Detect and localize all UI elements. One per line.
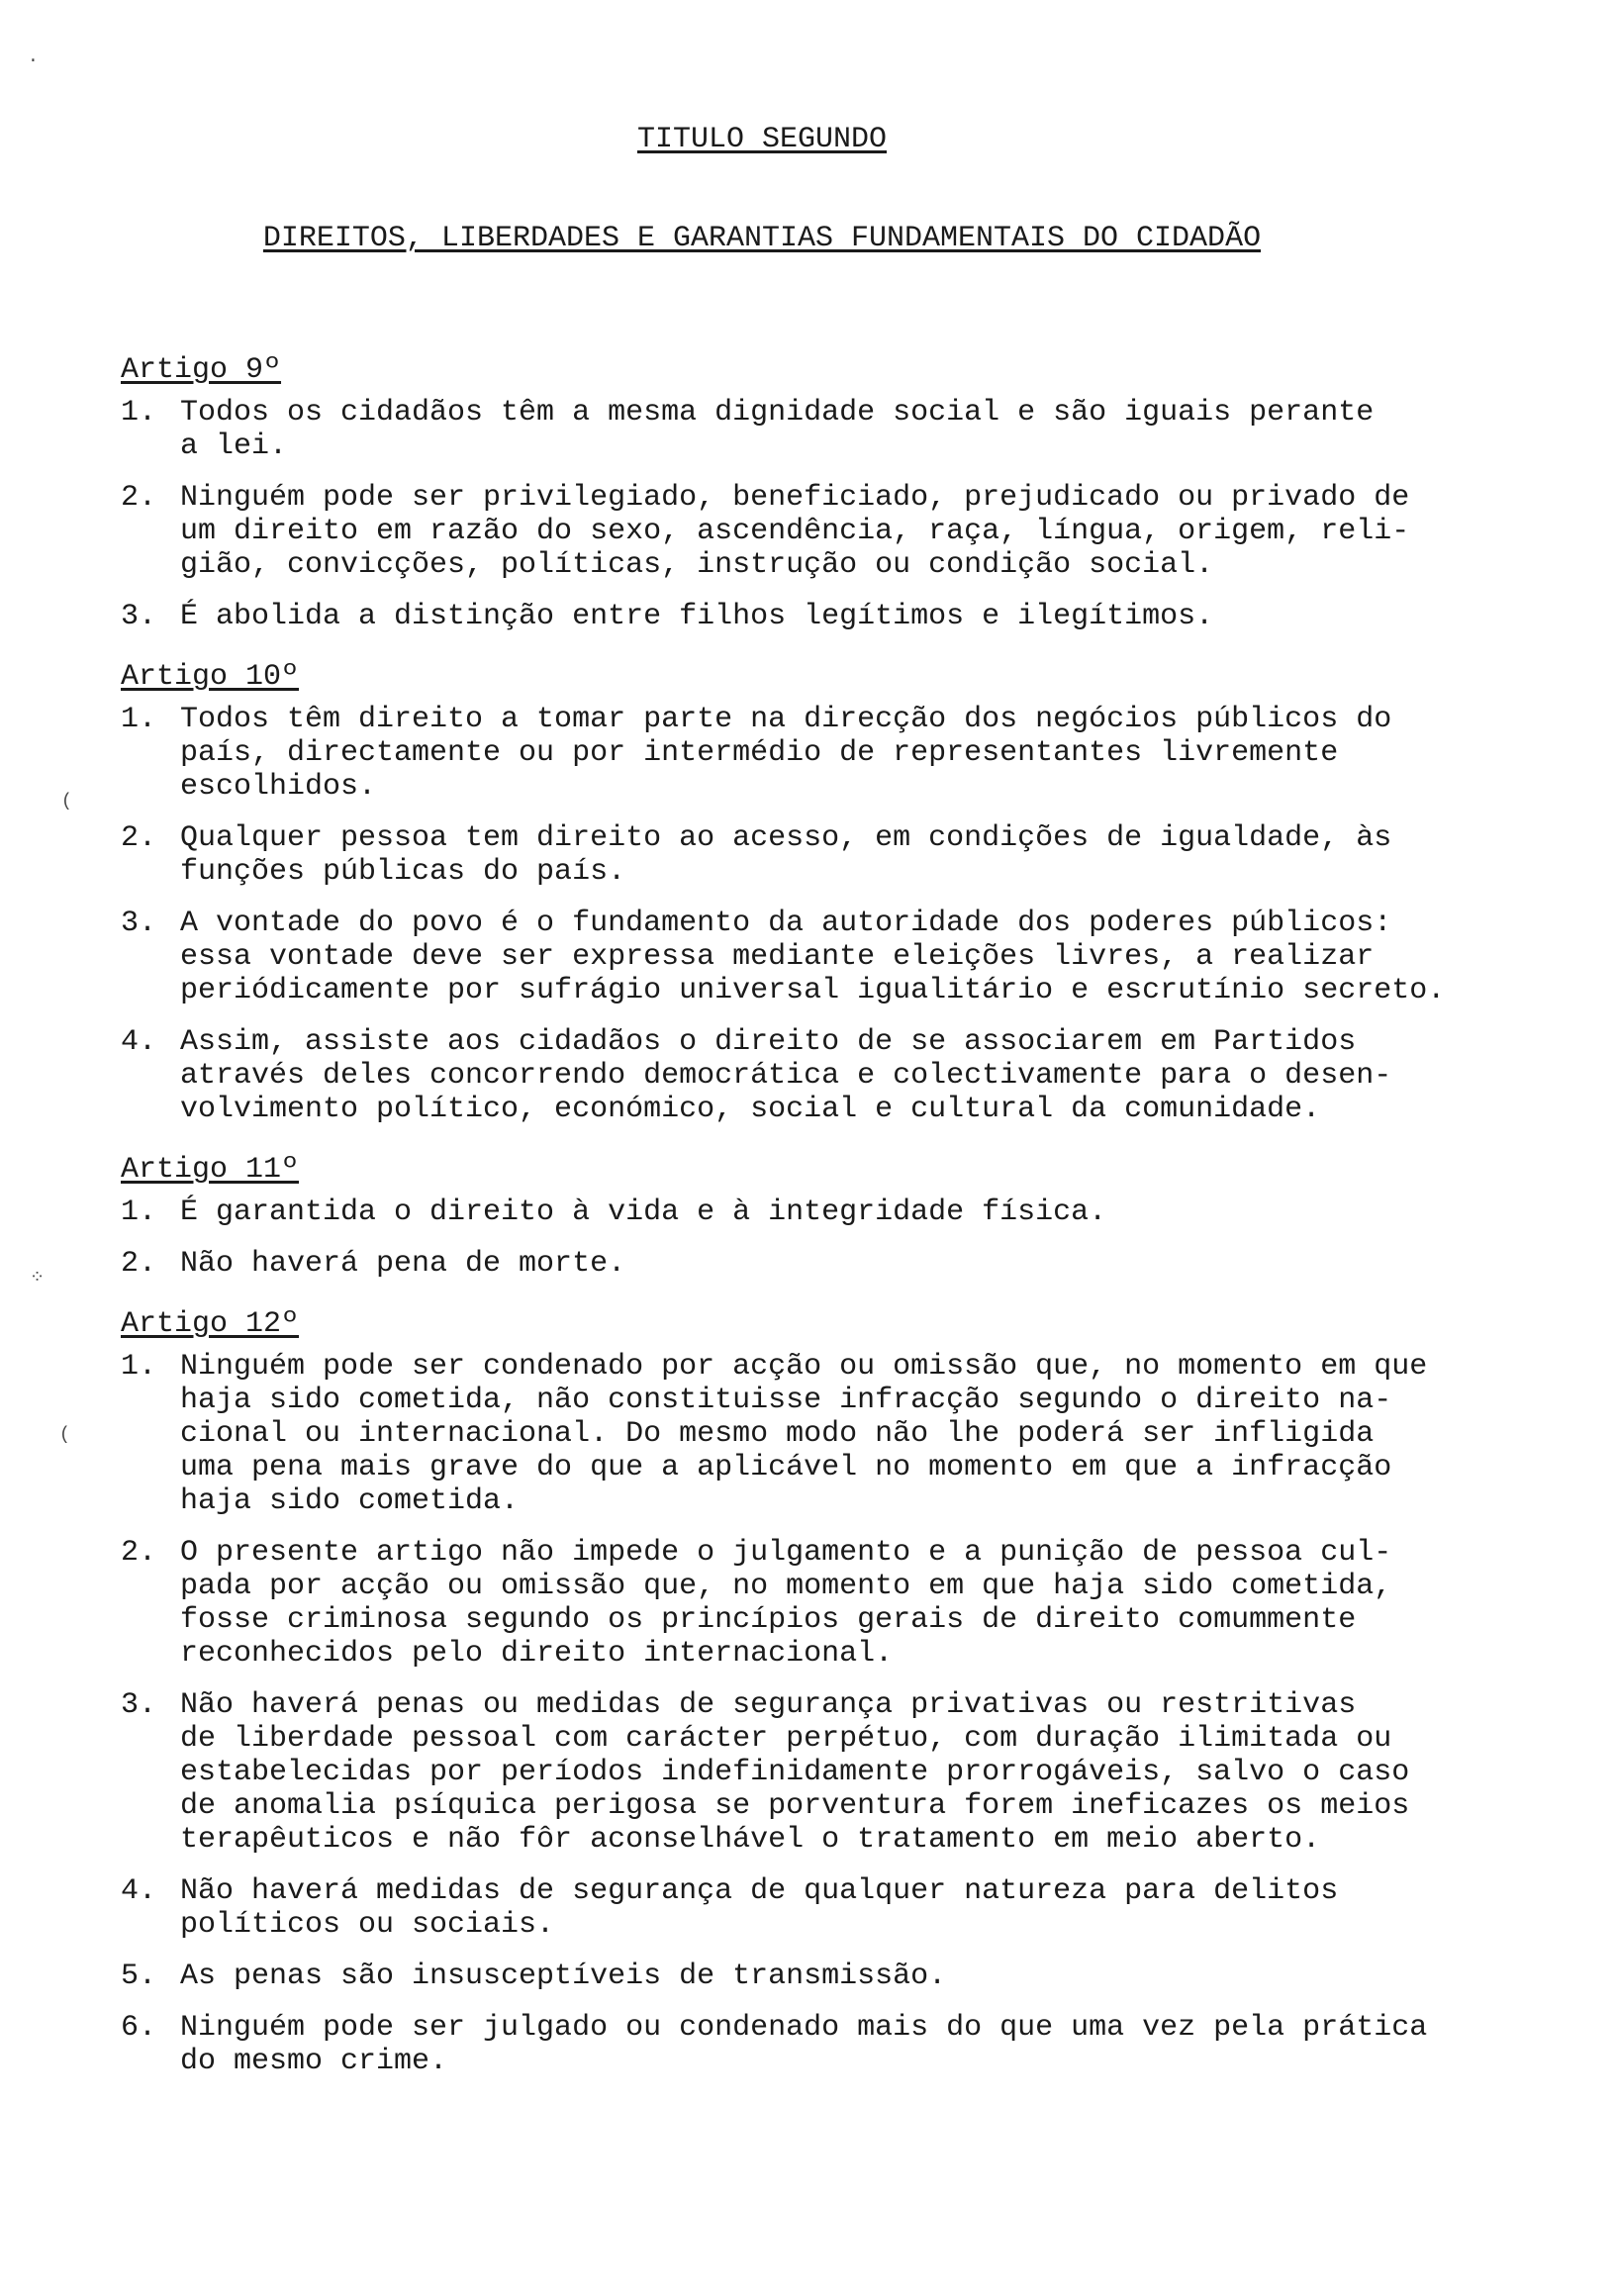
clause: [121, 821, 1605, 889]
clause: [121, 1874, 1605, 1942]
page-subtitle: DIREITOS, LIBERDADES E GARANTIAS FUNDAMENTAIS DO CIDADÃO: [262, 222, 1262, 255]
clause-text: Qualquer pessoa tem direito ao acesso, em condições de igualdade, às funções públicas do país.: [180, 821, 1392, 889]
clause: [121, 1196, 1605, 1229]
clause-text: Todos os cidadãos têm a mesma dignidade social e são iguais perante a lei.: [180, 396, 1375, 463]
clause-number: 1.: [121, 1196, 157, 1229]
clause-text: Não haverá penas ou medidas de segurança privativas ou restritivas de liberdade pessoal com carácter perpétuo, com duração ilimitada ou estabelecidas por períodos indefinidamente prorrogáveis, salvo o caso de anomalia psíquica perigosa se porventura forem ineficazes os meios terapêuticos e não fôr aconselhável o tratamento em meio aberto.: [180, 1688, 1410, 1857]
scan-speck: (: [61, 792, 72, 812]
clause: [121, 1247, 1605, 1281]
clause-text: Não haverá pena de morte.: [180, 1247, 626, 1281]
clause-number: 4.: [121, 1874, 157, 1908]
clause: [121, 1536, 1605, 1671]
scan-speck: ·: [28, 51, 39, 71]
clause: [121, 703, 1605, 804]
article-heading: Artigo 10º: [121, 660, 300, 694]
clause-text: Ninguém pode ser privilegiado, beneficiado, prejudicado ou privado de um direito em razão do sexo, ascendência, raça, língua, origem, reli- gião, convicções, políticas, instrução ou condição social.: [180, 481, 1410, 582]
article-heading: Artigo 12º: [121, 1307, 300, 1341]
clause-text: Ninguém pode ser julgado ou condenado mais do que uma vez pela prática do mesmo crime.: [180, 2011, 1428, 2078]
clause-number: 1.: [121, 1350, 157, 1384]
scan-speck: (: [59, 1425, 70, 1445]
clause-text: Ninguém pode ser condenado por acção ou omissão que, no momento em que haja sido cometida, não constituisse infracção segundo o direito na- cional ou internacional. Do mesmo modo não lhe poderá ser infligida uma pena mais grave do que a aplicável no momento em que a infracção haja sido cometida.: [180, 1350, 1428, 1518]
clause-number: 1.: [121, 396, 157, 430]
article-heading: Artigo 9º: [121, 353, 282, 387]
clause: [121, 1960, 1605, 1993]
clause-text: Todos têm direito a tomar parte na direcção dos negócios públicos do país, directamente ou por intermédio de representantes livremente escolhidos.: [180, 703, 1392, 804]
clause-number: 2.: [121, 821, 157, 855]
clause: [121, 907, 1605, 1007]
article-10: [121, 659, 1605, 1126]
clause: [121, 1688, 1605, 1857]
clause-text: As penas são insusceptíveis de transmissão.: [180, 1960, 947, 1993]
clause-number: 4.: [121, 1025, 157, 1059]
page-title: TITULO SEGUNDO: [636, 123, 888, 156]
article-heading: Artigo 11º: [121, 1153, 300, 1187]
clause: [121, 396, 1605, 463]
clause-number: 3.: [121, 907, 157, 940]
clause: [121, 481, 1605, 582]
clause-number: 3.: [121, 1688, 157, 1722]
clause-number: 1.: [121, 703, 157, 736]
clause-text: É garantida o direito à vida e à integridade física.: [180, 1196, 1107, 1229]
article-9: [121, 352, 1605, 633]
article-12: [121, 1306, 1605, 2078]
clause-number: 2.: [121, 481, 157, 515]
clause-text: Não haverá medidas de segurança de qualquer natureza para delitos políticos ou sociais.: [180, 1874, 1339, 1942]
clause-text: É abolida a distinção entre filhos legítimos e ilegítimos.: [180, 600, 1214, 633]
clause: [121, 1025, 1605, 1126]
clause-number: 3.: [121, 600, 157, 633]
clause-text: A vontade do povo é o fundamento da autoridade dos poderes públicos: essa vontade deve ser expressa mediante eleições livres, a realizar periódicamente por sufrágio universal igualitário e escrutínio secreto.: [180, 907, 1446, 1007]
scan-speck: ⁘: [30, 1269, 46, 1289]
articles-container: [121, 352, 1605, 2104]
clause: [121, 600, 1605, 633]
clause-text: O presente artigo não impede o julgamento e a punição de pessoa cul- pada por acção ou omissão que, no momento em que haja sido cometida, fosse criminosa segundo os princípios gerais de direito comummente reconhecidos pelo direito internacional.: [180, 1536, 1392, 1671]
clause-number: 2.: [121, 1536, 157, 1570]
clause-number: 5.: [121, 1960, 157, 1993]
clause-number: 2.: [121, 1247, 157, 1281]
clause-text: Assim, assiste aos cidadãos o direito de se associarem em Partidos através deles concorrendo democrática e colectivamente para o desen- volvimento político, económico, social e cultural da comunidade.: [180, 1025, 1392, 1126]
article-11: [121, 1152, 1605, 1281]
clause: [121, 2011, 1605, 2078]
clause-number: 6.: [121, 2011, 157, 2045]
clause: [121, 1350, 1605, 1518]
